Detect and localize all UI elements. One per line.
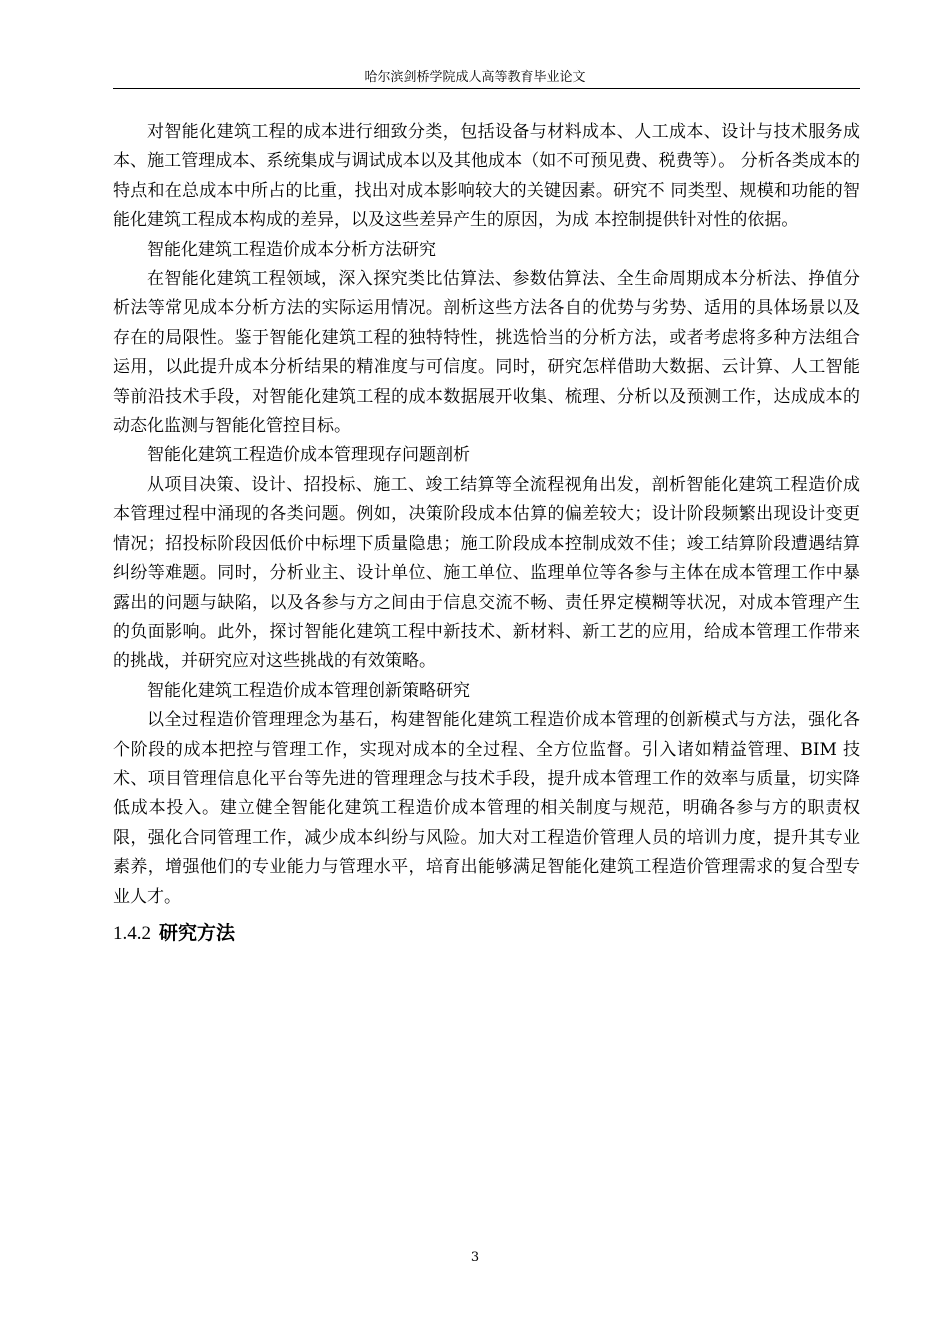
header-divider (113, 88, 860, 89)
paragraph-cost-classification: 对智能化建筑工程的成本进行细致分类，包括设备与材料成本、人工成本、设计与技术服务成本、施工管理成本、系统集成与调试成本以及其他成本（如不可预见费、税费等）。 分析各类成本的特点和在总成本中所占的比重，找出对成本影响较大的关键因素。研究不 同类型、规模和功能的智能化建筑工程成本构成的差异，以及这些差异产生的原因，为成 本控制提供针对性的依据。 (113, 122, 860, 231)
section-number: 1.4.2 (113, 922, 151, 944)
subheading-existing-problems: 智能化建筑工程造价成本管理现存问题剖析 (147, 445, 470, 466)
subheading-innovation-strategies: 智能化建筑工程造价成本管理创新策略研究 (147, 680, 470, 701)
section-title: 研究方法 (159, 921, 236, 944)
subheading-analysis-methods: 智能化建筑工程造价成本分析方法研究 (147, 239, 436, 260)
page-body (113, 118, 860, 949)
paragraph-innovation-strategies: 以全过程造价管理理念为基石，构建智能化建筑工程造价成本管理的创新模式与方法，强化各个阶段的成本把控与管理工作，实现对成本的全过程、全方位监督。引入诸如精益管理、BIM 技术、项目管理信息化平台等先进的管理理念与技术手段，提升成本管理工作的效率与质量，切实降低成本投入。建立健全智能化建筑工程造价成本管理的相关制度与规范，明确各参与方的职责权限，强化合同管理工作，减少成本纠纷与风险。加大对工程造价管理人员的培训力度，提升其专业素养，增强他们的专业能力与管理水平，培育出能够满足智能化建筑工程造价管理需求的复合型专业人才。 (113, 710, 860, 907)
page-header-title: 哈尔滨剑桥学院成人高等教育毕业论文 (364, 70, 586, 85)
paragraph-existing-problems: 从项目决策、设计、招投标、施工、竣工结算等全流程视角出发，剖析智能化建筑工程造价成本管理过程中涌现的各类问题。例如，决策阶段成本估算的偏差较大；设计阶段频繁出现设计变更情况；招投标阶段因低价中标埋下质量隐患；施工阶段成本控制成效不佳；竣工结算阶段遭遇结算纠纷等难题。同时，分析业主、设计单位、施工单位、监理单位等各参与主体在成本管理工作中暴露出的问题与缺陷，以及各参与方之间由于信息交流不畅、责任界定模糊等状况，对成本管理产生的负面影响。此外，探讨智能化建筑工程中新技术、新材料、新工艺的应用，给成本管理工作带来的挑战，并研究应对这些挑战的有效策略。 (113, 474, 860, 672)
page-number: 3 (470, 1250, 480, 1265)
paragraph-analysis-methods: 在智能化建筑工程领域，深入探究类比估算法、参数估算法、全生命周期成本分析法、挣值分析法等常见成本分析方法的实际运用情况。剖析这些方法各自的优势与劣势、适用的具体场景以及存在的局限性。鉴于智能化建筑工程的独特特性，挑选恰当的分析方法，或者考虑将多种方法组合运用，以此提升成本分析结果的精准度与可信度。同时，研究怎样借助大数据、云计算、人工智能等前沿技术手段，对智能化建筑工程的成本数据展开收集、梳理、分析以及预测工作，达成成本的动态化监测与智能化管控目标。 (113, 269, 860, 437)
section-heading (113, 918, 860, 949)
